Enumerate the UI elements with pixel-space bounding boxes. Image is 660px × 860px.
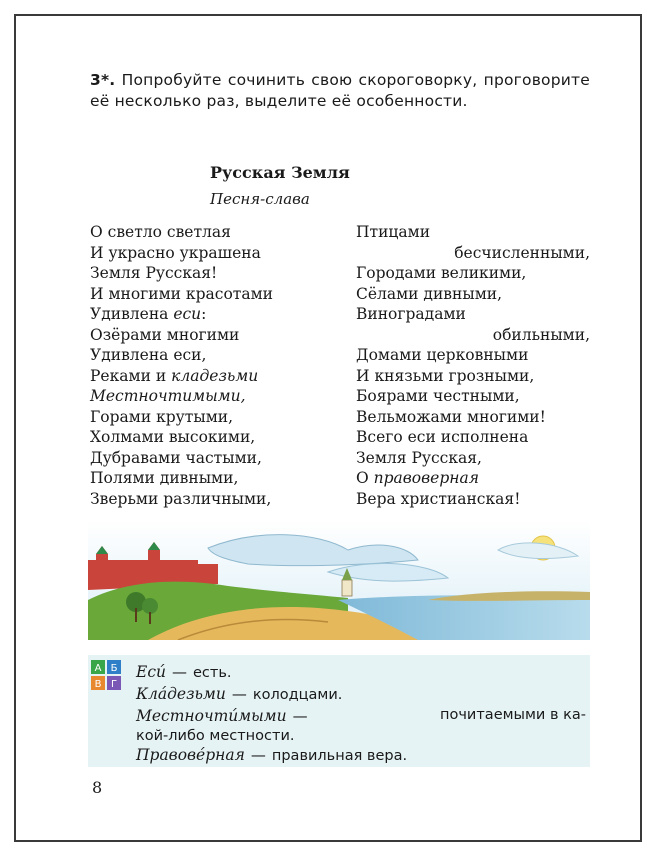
poem-line: Дубравами частыми,: [90, 448, 262, 467]
task-text: [90, 70, 590, 112]
poem-italic-word: еси: [173, 305, 202, 323]
glossary-dash: —: [250, 746, 266, 764]
poem-line-text: Реками и: [90, 366, 172, 385]
glossary-dash: —: [171, 663, 187, 681]
glossary-term: Правове́рная: [136, 746, 245, 764]
poem-line: обильными,: [492, 325, 590, 344]
poem-left-column: [90, 222, 345, 509]
poem-italic-word: кладезьми: [171, 366, 259, 385]
poem-line: И украсно украшена: [90, 243, 261, 262]
poem-line: И многими красотами: [90, 284, 273, 303]
landscape-illustration: [88, 520, 590, 640]
poem-line: бесчисленными,: [454, 243, 590, 262]
glossary-term: Кла́дезьми: [136, 685, 226, 703]
poem-line: Местночтимыми,: [90, 387, 246, 405]
glossary-definition: колодцами.: [252, 687, 343, 703]
glossary-definition: есть.: [192, 665, 232, 681]
poem-title: Русская Земля: [210, 163, 350, 182]
poem-line: Домами церковными: [356, 346, 529, 364]
poem-line: Удивлена еси,: [90, 346, 207, 364]
glossary-dash: —: [231, 685, 247, 703]
glossary-definition: почитаемыми в ка-: [440, 707, 586, 723]
glossary-definition: правильная вера.: [271, 748, 408, 764]
poem-line: Городами великими,: [356, 264, 527, 282]
poem-line: Птицами: [356, 223, 431, 241]
task-number: 3*.: [90, 71, 116, 89]
glossary-definition: кой-либо местности.: [136, 728, 295, 744]
poem-line: Холмами высокими,: [90, 428, 256, 446]
dictionary-icon: [91, 660, 121, 690]
icon-letter: Б: [110, 663, 118, 674]
glossary-entry: [136, 685, 586, 707]
tree: [142, 598, 158, 614]
tree-trunk: [135, 608, 137, 622]
poem-subtitle: Песня-слава: [210, 190, 310, 208]
glossary-term: Местночти́мыми: [136, 707, 287, 725]
poem-punct: :: [201, 305, 207, 323]
poem-right-column: [356, 222, 590, 509]
glossary-entry: [136, 707, 586, 729]
poem-line: О светло светлая: [90, 223, 231, 241]
poem-line: Полями дивными,: [90, 469, 239, 487]
poem-line: Сёлами дивными,: [356, 284, 503, 303]
poem-line: [90, 304, 345, 325]
poem-italic-word: правоверная: [373, 469, 479, 487]
poem-line-text: О: [356, 469, 374, 487]
glossary-term-wrap: [136, 707, 314, 729]
task-body: Попробуйте сочинить свою скороговорку, проговорите её несколько раз, выделите её особенности.: [90, 71, 590, 110]
glossary-entry: [136, 663, 586, 685]
glossary-term: Еси́: [136, 663, 166, 681]
page-number: 8: [92, 778, 103, 797]
poem-line: Виноградами: [356, 305, 466, 323]
icon-letter: В: [94, 679, 102, 690]
church-icon: [342, 580, 352, 596]
poem-line: [356, 468, 590, 489]
icon-letter: А: [94, 663, 102, 674]
poem-line: Земля Русская,: [356, 448, 482, 467]
poem-line: Вера христианская!: [356, 489, 521, 508]
poem-line: Озёрами многими: [90, 325, 240, 344]
poem-line: Вельможами многими!: [356, 407, 546, 426]
poem-line: Земля Русская!: [90, 264, 218, 282]
glossary-entry: [136, 746, 586, 768]
poem-line: [90, 366, 345, 387]
poem-line: Горами крутыми,: [90, 407, 234, 426]
poem-line: И князьми грозными,: [356, 366, 535, 385]
icon-letter: Г: [110, 679, 118, 690]
poem-line-text: Удивлена: [90, 305, 174, 323]
poem-line: Всего еси исполнена: [356, 428, 529, 446]
tree-trunk: [149, 612, 151, 624]
poem-line: Боярами честными,: [356, 387, 520, 405]
poem-line: Зверьми различными,: [90, 489, 272, 508]
glossary-dash: —: [292, 707, 308, 725]
